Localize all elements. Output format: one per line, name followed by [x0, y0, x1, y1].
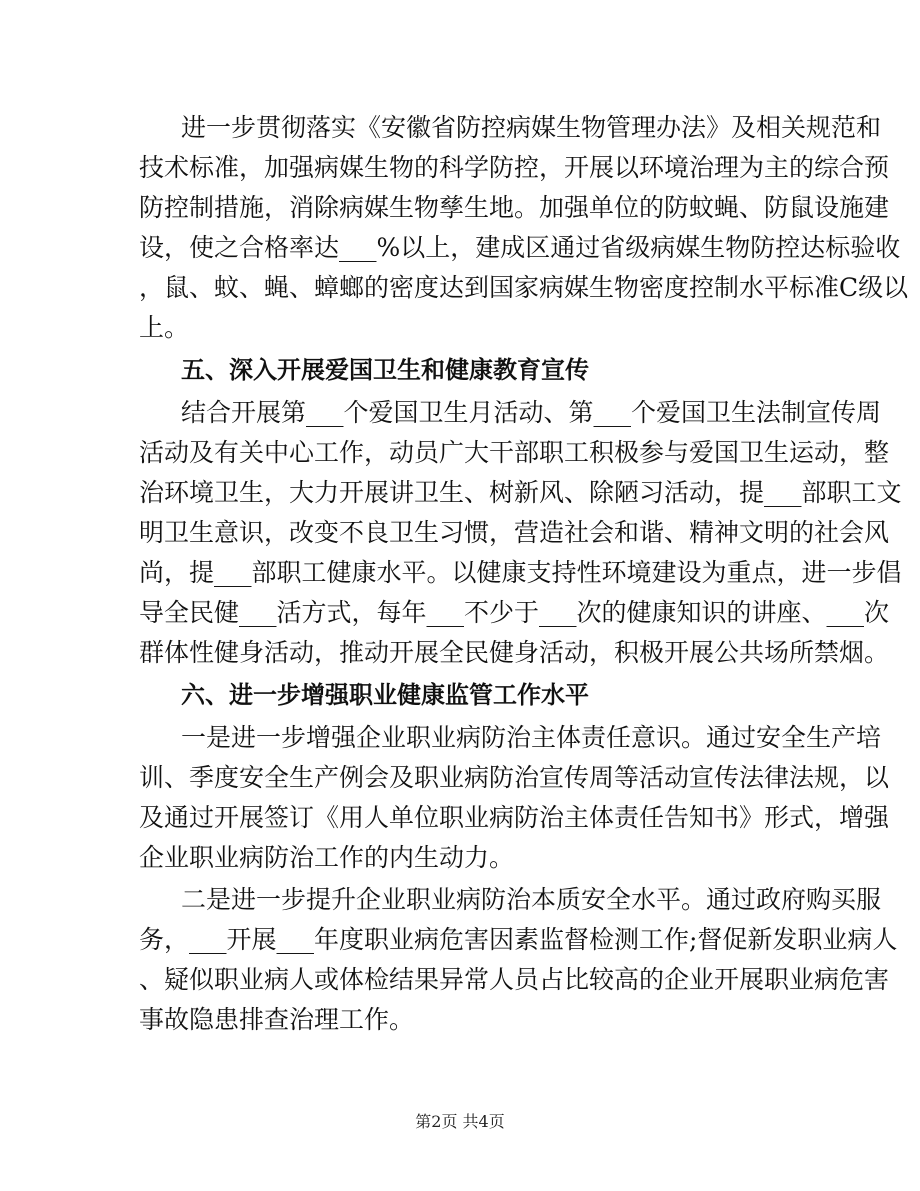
paragraph-line: 防控制措施，消除病媒生物孳生地。加强单位的防蚊蝇、防鼠设施建 — [139, 193, 890, 222]
paragraph-line: 企业职业病防治工作的内生动力。 — [139, 843, 515, 872]
paragraph-line: 设，使之合格率达___%以上，建成区通过省级病媒生物防控达标验收 — [139, 233, 901, 262]
paragraph-line: 明卫生意识，改变不良卫生习惯，营造社会和谐、精神文明的社会风 — [139, 518, 890, 547]
paragraph-line: 务，___开展___年度职业病危害因素监督检测工作;督促新发职业病人 — [139, 925, 898, 954]
page-number: 第2页 共4页 — [415, 1112, 505, 1131]
paragraph-line: 二是进一步提升企业职业病防治本质安全水平。通过政府购买服 — [181, 885, 882, 914]
paragraph-line: 导全民健___活方式，每年___不少于___次的健康知识的讲座、___次 — [139, 598, 890, 627]
section-heading: 五、深入开展爱国卫生和健康教育宣传 — [181, 356, 589, 384]
paragraph-line: ，鼠、蚊、蝇、蟑螂的密度达到国家病媒生物密度控制水平标准C级以 — [139, 273, 909, 302]
paragraph-line: 及通过开展签订《用人单位职业病防治主体责任告知书》形式，增强 — [139, 803, 890, 832]
paragraph-line: 上。 — [139, 313, 190, 342]
paragraph-line: 群体性健身活动，推动开展全民健身活动，积极开展公共场所禁烟。 — [139, 638, 890, 667]
paragraph-line: 事故隐患排查治理工作。 — [139, 1005, 415, 1034]
paragraph-line: 活动及有关中心工作，动员广大干部职工积极参与爱国卫生运动，整 — [139, 438, 890, 467]
paragraph-line: 一是进一步增强企业职业病防治主体责任意识。通过安全生产培 — [181, 723, 882, 752]
paragraph-line: 训、季度安全生产例会及职业病防治宣传周等活动宣传法律法规，以 — [139, 763, 890, 792]
paragraph-line: 、疑似职业病人或体检结果异常人员占比较高的企业开展职业病危害 — [139, 965, 890, 994]
section-heading: 六、进一步增强职业健康监管工作水平 — [181, 681, 589, 709]
paragraph-line: 结合开展第___个爱国卫生月活动、第___个爱国卫生法制宣传周 — [181, 398, 882, 427]
paragraph-line: 治环境卫生，大力开展讲卫生、树新风、除陋习活动，提___部职工文 — [139, 478, 902, 507]
paragraph-line: 技术标准，加强病媒生物的科学防控，开展以环境治理为主的综合预 — [139, 153, 890, 182]
paragraph-line: 进一步贯彻落实《安徽省防控病媒生物管理办法》及相关规范和 — [181, 113, 882, 142]
paragraph-line: 尚，提___部职工健康水平。以健康支持性环境建设为重点，进一步倡 — [139, 558, 902, 587]
